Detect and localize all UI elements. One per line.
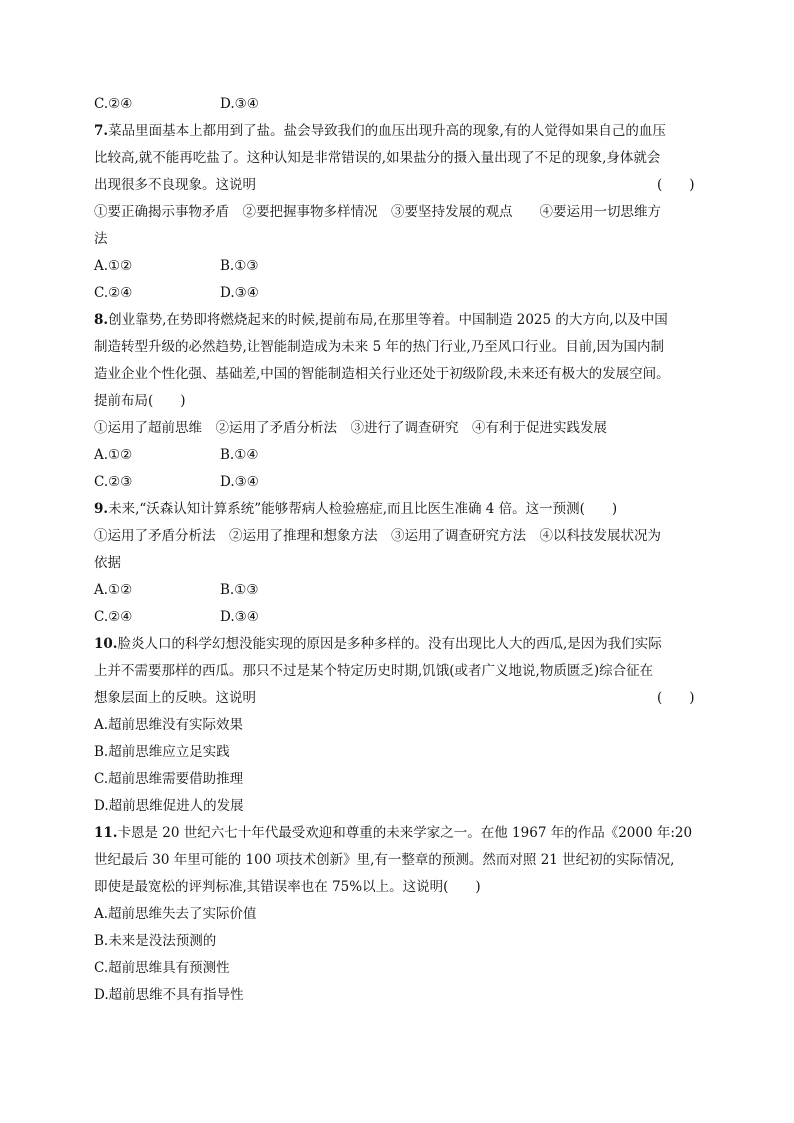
q9-options-row-2 xyxy=(94,604,714,631)
q10-text-1: 脸炎人口的科学幻想没能实现的原因是多种多样的。没有出现比人大的西瓜,是因为我们实际 xyxy=(117,636,662,652)
q7-number: 7. xyxy=(94,123,109,139)
exam-page xyxy=(94,91,714,1009)
q7-option-d: D.③④ xyxy=(220,285,259,301)
q8-text-1: 创业靠势,在势即将燃烧起来的时候,提前布局,在那里等着。中国制造 2025 的大方向,以及中国 xyxy=(108,312,668,328)
q9-text-1: 未来,“沃森认知计算系统”能够帮病人检验癌症,而且比医生准确 4 倍。这一预测( ) xyxy=(108,501,618,517)
q7-option-c: C.②④ xyxy=(94,285,133,301)
q7-options-row-1 xyxy=(94,253,714,280)
q10-option-c: C.超前思维需要借助推理 xyxy=(94,771,244,787)
q9-option-c: C.②④ xyxy=(94,609,133,625)
q11-option-b: B.未来是没法预测的 xyxy=(94,933,217,949)
q11-option-a: A.超前思维失去了实际价值 xyxy=(94,906,257,922)
q7-text-1: 菜品里面基本上都用到了盐。盐会导致我们的血压出现升高的现象,有的人觉得如果自己的血压 xyxy=(108,123,666,139)
q8-choices-line-1: ①运用了超前思维 ②运用了矛盾分析法 ③进行了调查研究 ④有利于促进实践发展 xyxy=(94,420,607,436)
q10-stem-line-1 xyxy=(94,631,714,658)
q10-number: 10. xyxy=(94,636,118,652)
q7-stem-line-2: 比较高,就不能再吃盐了。这种认知是非常错误的,如果盐分的摄入量出现了不足的现象,身体就会 xyxy=(94,150,661,166)
q11-text-1: 卡恩是 20 世纪六七十年代最受欢迎和尊重的未来学家之一。在他 1967 年的作品《2000 年:20 xyxy=(117,825,693,841)
q9-option-b: B.①③ xyxy=(220,582,259,598)
q7-choices-line-1: ①要正确揭示事物矛盾 ②要把握事物多样情况 ③要坚持发展的观点 ④要运用一切思维方 xyxy=(94,204,661,220)
q7-stem-line-1 xyxy=(94,118,714,145)
q7-options-row-2 xyxy=(94,280,714,307)
q9-option-a: A.①② xyxy=(94,582,133,598)
q7-text-3: 出现很多不良现象。这说明 xyxy=(94,177,256,193)
q8-option-d: D.③④ xyxy=(220,474,259,490)
q6-option-c: C.②④ xyxy=(94,96,133,112)
q8-stem-line-1 xyxy=(94,307,714,334)
q7-option-a: A.①② xyxy=(94,258,133,274)
q8-option-b: B.①④ xyxy=(220,447,259,463)
q10-stem-line-2: 上并不需要那样的西瓜。那只不过是某个特定历史时期,饥饿(或者广义地说,物质匮乏)综合征在 xyxy=(94,663,654,679)
q7-choices-line-2: 法 xyxy=(94,231,108,247)
q7-answer-paren: ( ) xyxy=(657,177,695,193)
q11-option-d: D.超前思维不具有指导性 xyxy=(94,987,244,1003)
q10-answer-paren: ( ) xyxy=(657,690,695,706)
q10-option-a: A.超前思维没有实际效果 xyxy=(94,717,244,733)
q10-option-d: D.超前思维促进人的发展 xyxy=(94,798,244,814)
q11-number: 11. xyxy=(94,825,118,841)
q8-stem-line-4: 提前布局( ) xyxy=(94,393,186,409)
q10-stem-line-3 xyxy=(94,685,714,712)
q11-stem-line-1 xyxy=(94,820,714,847)
q8-stem-line-3: 造业企业个性化强、基础差,中国的智能制造相关行业还处于初级阶段,未来还有极大的发展空间。 xyxy=(94,366,670,382)
q10-option-b: B.超前思维应立足实践 xyxy=(94,744,230,760)
q10-text-3: 想象层面上的反映。这说明 xyxy=(94,690,256,706)
q8-number: 8. xyxy=(94,312,109,328)
q8-stem-line-2: 制造转型升级的必然趋势,让智能制造成为未来 5 年的热门行业,乃至风口行业。目前,因为国内制 xyxy=(94,339,665,355)
q9-number: 9. xyxy=(94,501,109,517)
q9-stem-line-1 xyxy=(94,496,714,523)
q8-options-row-1 xyxy=(94,442,714,469)
q11-stem-line-3: 即使是最宽松的评判标准,其错误率也在 75%以上。这说明( ) xyxy=(94,879,481,895)
q11-option-c: C.超前思维具有预测性 xyxy=(94,960,230,976)
q11-stem-line-2: 世纪最后 30 年里可能的 100 项技术创新》里,有一整章的预测。然而对照 21 世纪初的实际情况, xyxy=(94,852,675,868)
q6-options-row-2 xyxy=(94,91,714,118)
q9-choices-line-1: ①运用了矛盾分析法 ②运用了推理和想象方法 ③运用了调查研究方法 ④以科技发展状况为 xyxy=(94,528,661,544)
q7-stem-line-3 xyxy=(94,172,714,199)
q6-option-d: D.③④ xyxy=(220,96,259,112)
q9-choices-line-2: 依据 xyxy=(94,555,121,571)
q8-option-c: C.②③ xyxy=(94,474,133,490)
q9-options-row-1 xyxy=(94,577,714,604)
q8-option-a: A.①② xyxy=(94,447,133,463)
q9-option-d: D.③④ xyxy=(220,609,259,625)
q8-options-row-2 xyxy=(94,469,714,496)
q7-option-b: B.①③ xyxy=(220,258,259,274)
